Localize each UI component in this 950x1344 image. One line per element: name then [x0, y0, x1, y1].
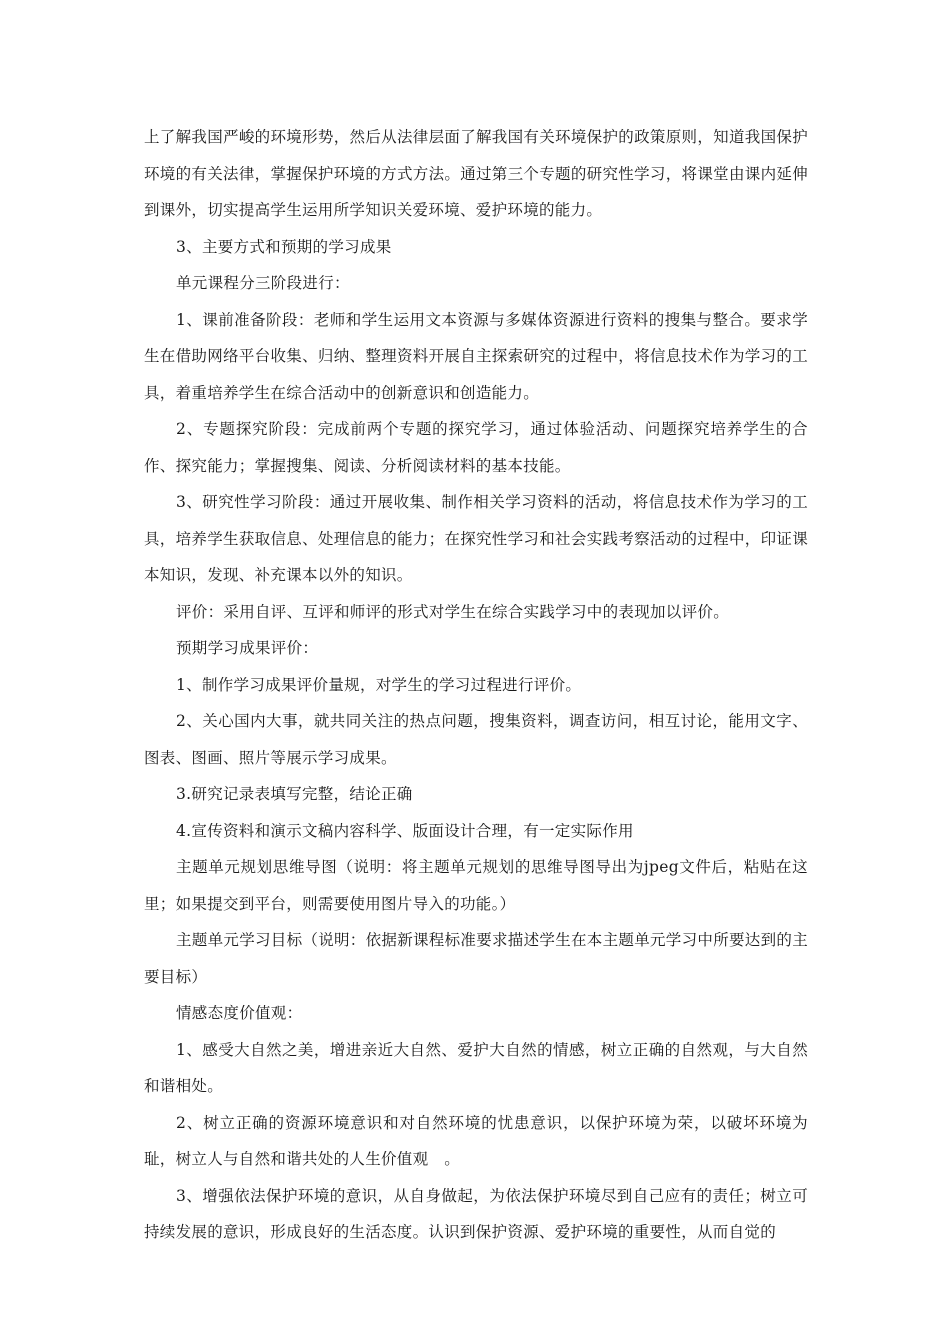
paragraph-value-1: 1、感受大自然之美，增进亲近大自然、爱护大自然的情感，树立正确的自然观，与大自然和谐相处。 [144, 1040, 808, 1095]
paragraph-stage-3: 3、研究性学习阶段：通过开展收集、制作相关学习资料的活动，将信息技术作为学习的工具，培养学生获取信息、处理信息的能力；在探究性学习和社会实践考察活动的过程中，印证课本知识，发现、补充课本以外的知识。 [144, 493, 808, 584]
heading-values: 情感态度价值观： [176, 1004, 303, 1022]
paragraph-outcome-2: 2、关心国内大事，就共同关注的热点问题，搜集资料，调查访问，相互讨论，能用文字、图表、图画、照片等展示学习成果。 [144, 712, 808, 767]
paragraph-outcome-1: 1、制作学习成果评价量规，对学生的学习过程进行评价。 [176, 675, 582, 694]
paragraph-intro-continuation: 上了解我国严峻的环境形势，然后从法律层面了解我国有关环境保护的政策原则，知道我国保护环境的有关法律，掌握保护环境的方式方法。通过第三个专题的研究性学习，将课堂由课内延伸到课外，切实提高学生运用所学知识关爱环境、爱护环境的能力。 [144, 128, 808, 219]
paragraph-value-3: 3、增强依法保护环境的意识，从自身做起，为依法保护环境尽到自己应有的责任；树立可持续发展的意识，形成良好的生活态度。认识到保护资源、爱护环境的重要性，从而自觉的 [144, 1186, 808, 1241]
paragraph-mindmap-note: 主题单元规划思维导图（说明：将主题单元规划的思维导图导出为jpeg文件后，粘贴在这里；如果提交到平台，则需要使用图片导入的功能。） [144, 858, 808, 913]
paragraph-three-stages: 单元课程分三阶段进行： [176, 274, 350, 292]
document-page [144, 119, 808, 1251]
paragraph-outcome-3: 3.研究记录表填写完整，结论正确 [176, 785, 413, 803]
heading-expected-outcomes: 预期学习成果评价： [176, 639, 319, 657]
heading-methods-outcomes: 3、主要方式和预期的学习成果 [176, 237, 392, 256]
paragraph-stage-2: 2、专题探究阶段：完成前两个专题的探究学习，通过体验活动、问题探究培养学生的合作、探究能力；掌握搜集、阅读、分析阅读材料的基本技能。 [144, 420, 808, 475]
paragraph-value-2: 2、树立正确的资源环境意识和对自然环境的忧患意识，以保护环境为荣，以破坏环境为耻，树立人与自然和谐共处的人生价值观 。 [144, 1113, 808, 1168]
paragraph-learning-goals: 主题单元学习目标（说明：依据新课程标准要求描述学生在本主题单元学习中所要达到的主要目标） [144, 931, 809, 986]
paragraph-stage-1: 1、课前准备阶段：老师和学生运用文本资源与多媒体资源进行资料的搜集与整合。要求学生在借助网络平台收集、归纳、整理资料开展自主探索研究的过程中，将信息技术作为学习的工具，着重培养学生在综合活动中的创新意识和创造能力。 [144, 310, 808, 402]
paragraph-outcome-4: 4.宣传资料和演示文稿内容科学、版面设计合理，有一定实际作用 [176, 821, 634, 840]
paragraph-evaluation: 评价：采用自评、互评和师评的形式对学生在综合实践学习中的表现加以评价。 [176, 602, 730, 621]
